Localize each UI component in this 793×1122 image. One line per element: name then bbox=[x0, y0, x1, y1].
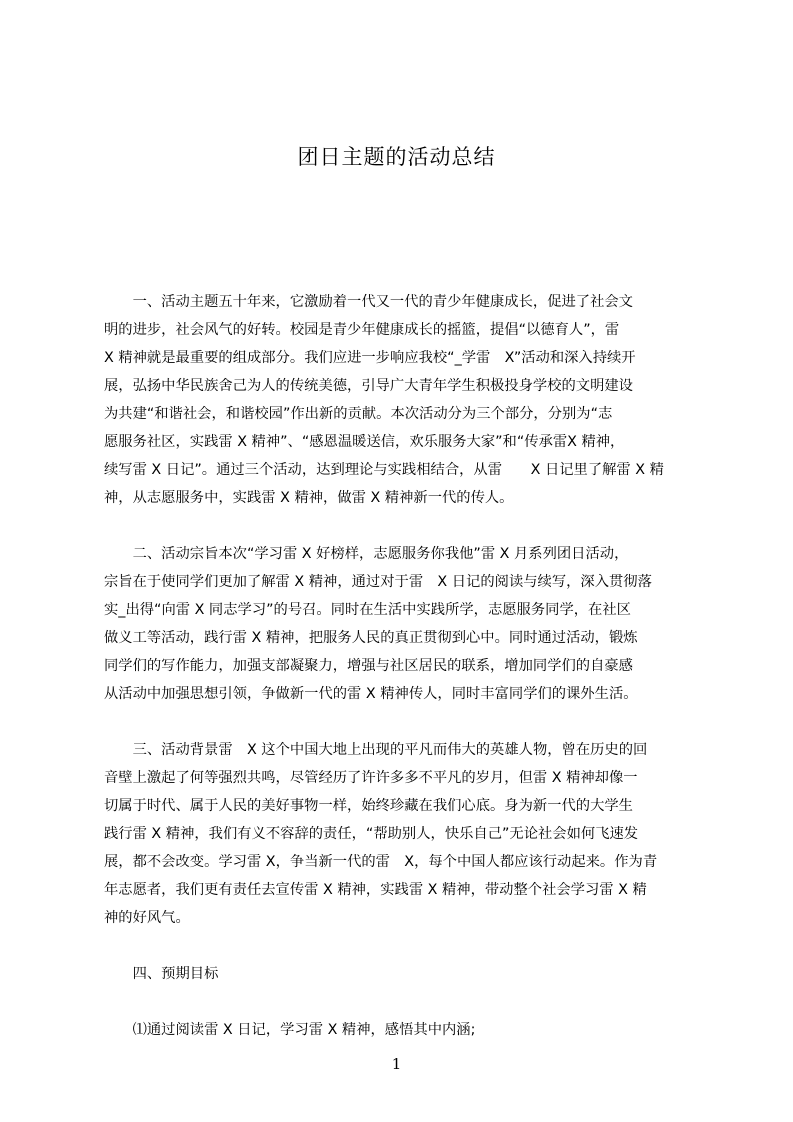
text-line: 从活动中加强思想引领，争做新一代的雷 X 精神传人，同时丰富同学们的课外生活。 bbox=[104, 686, 638, 702]
text-line: 展，弘扬中华民族舍己为人的传统美德，引导广大青年学生积极投身学校的文明建设 bbox=[104, 378, 633, 394]
paragraph-gap bbox=[104, 512, 698, 540]
document-body bbox=[104, 288, 698, 1044]
goal-item-one bbox=[104, 1016, 698, 1044]
text-line: 一、活动主题五十年来，它激励着一代又一代的青少年健康成长，促进了社会文 bbox=[132, 294, 633, 310]
text-line: 愿服务社区，实践雷 X 精神”、“感恩温暖送信，欢乐服务大家”和“传承雷X 精神， bbox=[104, 434, 625, 450]
text-line: 同学们的写作能力，加强支部凝聚力，增强与社区居民的联系，增加同学们的自豪感 bbox=[104, 658, 633, 674]
paragraph-gap bbox=[104, 988, 698, 1016]
text-line: 明的进步，社会风气的好转。校园是青少年健康成长的摇篮，提倡“以德育人”，雷 bbox=[104, 322, 620, 338]
text-line: 四、预期目标 bbox=[132, 966, 219, 982]
text-line: 续写雷 X 日记”。通过三个活动，达到理论与实践相结合，从雷 X 日记里了解雷 X 精 bbox=[104, 462, 664, 478]
paragraph-gap bbox=[104, 932, 698, 960]
page-number: 1 bbox=[391, 1055, 402, 1073]
text-line: 践行雷 X 精神，我们有义不容辞的责任，“帮助别人，快乐自己”无论社会如何飞速发 bbox=[104, 826, 639, 842]
paragraph-activity-theme bbox=[104, 288, 698, 512]
text-line: 神，从志愿服务中，实践雷 X 精神，做雷 X 精神新一代的传人。 bbox=[104, 490, 514, 506]
paragraph-gap bbox=[104, 708, 698, 736]
text-line: 神的好风气。 bbox=[104, 910, 190, 926]
section-heading-expected-goals bbox=[104, 960, 698, 988]
text-line: 切属于时代、属于人民的美好事物一样，始终珍藏在我们心底。身为新一代的大学生 bbox=[104, 798, 633, 814]
document-title: 团日主题的活动总结 bbox=[297, 145, 496, 169]
paragraph-activity-background bbox=[104, 736, 698, 932]
text-line: X 精神就是最重要的组成部分。我们应进一步响应我校“_学雷 X”活动和深入持续开 bbox=[104, 350, 636, 366]
text-line: ⑴通过阅读雷 X 日记，学习雷 X 精神，感悟其中内涵; bbox=[132, 1022, 476, 1038]
text-line: 三、活动背景雷 X 这个中国大地上出现的平凡而伟大的英雄人物，曾在历史的回 bbox=[132, 742, 648, 758]
text-line: 实_出得“向雷 X 同志学习”的号召。同时在生活中实践所学，志愿服务同学，在社区 bbox=[104, 602, 631, 618]
text-line: 为共建“和谐社会，和谐校园”作出新的贡献。本次活动分为三个部分，分别为“志 bbox=[104, 406, 613, 422]
paragraph-activity-purpose bbox=[104, 540, 698, 708]
text-line: 年志愿者，我们更有责任去宣传雷 X 精神，实践雷 X 精神，带动整个社会学习雷 X 精 bbox=[104, 882, 647, 898]
text-line: 做义工等活动，践行雷 X 精神，把服务人民的真正贯彻到心中。同时通过活动，锻炼 bbox=[104, 630, 638, 646]
text-line: 音壁上激起了何等强烈共鸣，尽管经历了许许多多不平凡的岁月，但雷 X 精神却像一 bbox=[104, 770, 638, 786]
text-line: 展，都不会改变。学习雷 X，争当新一代的雷 X，每个中国人都应该行动起来。作为青 bbox=[104, 854, 658, 870]
text-line: 宗旨在于使同学们更加了解雷 X 精神，通过对于雷 X 日记的阅读与续写，深入贯彻落 bbox=[104, 574, 652, 590]
text-line: 二、活动宗旨本次“学习雷 X 好榜样，志愿服务你我他”雷 X 月系列团日活动， bbox=[132, 546, 629, 562]
